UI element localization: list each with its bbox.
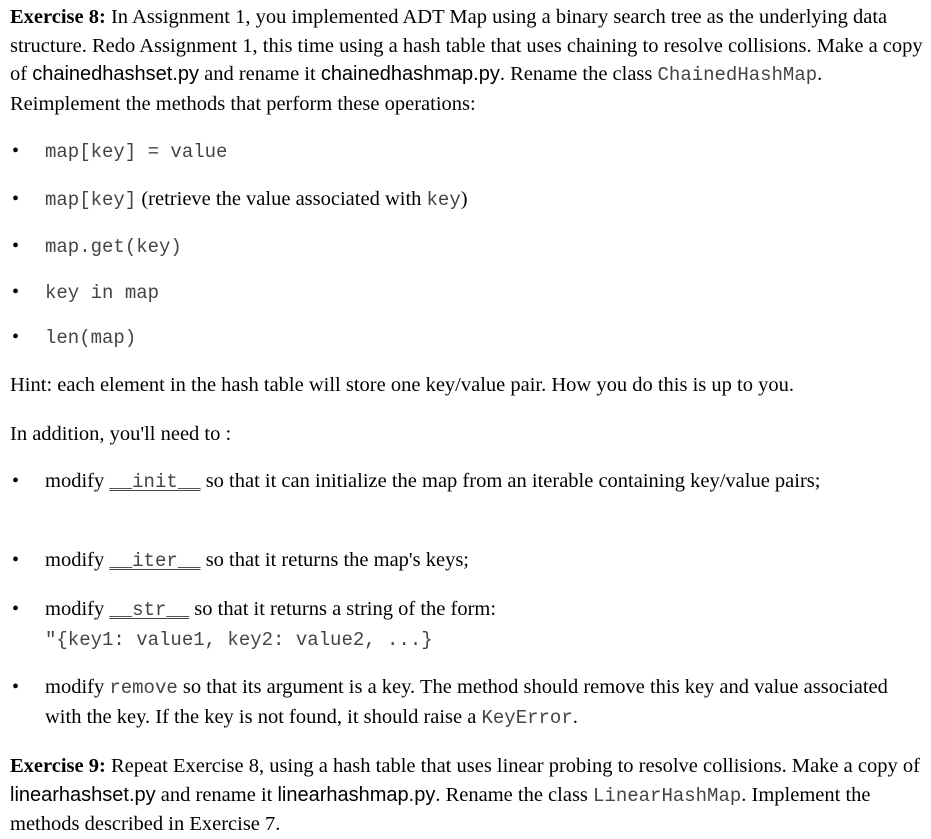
mod-pre: modify	[45, 676, 110, 698]
exercise-8-heading: Exercise 8:	[10, 6, 106, 28]
exercise-8-text-4: . Reimplement the methods that perform these operations:	[10, 63, 823, 115]
exercise-9-file-2: linearhashmap.py	[277, 783, 436, 806]
mod-code: remove	[109, 677, 178, 699]
exercise-9-class-name: LinearHashMap	[593, 784, 742, 807]
mod-code: __init__	[109, 471, 201, 493]
mod-pre: modify	[45, 470, 110, 492]
mod-post-2: .	[572, 705, 578, 728]
bullet-icon: •	[12, 281, 20, 303]
mod-code-2: KeyError	[481, 706, 573, 729]
exercise-8-file-1: chainedhashset.py	[32, 63, 199, 85]
mod-line-2: "{key1: value1, key2: value2, ...}	[45, 628, 433, 651]
bullet-icon: •	[12, 140, 20, 162]
op-code-2: key	[426, 189, 461, 211]
exercise-8-text-3: . Rename the class	[499, 63, 658, 85]
mod-post: so that its argument is a key. The method should remove this key and value associated with the key. If the key is not found, it should raise a	[45, 676, 888, 728]
mod-post: so that it returns the map's keys;	[200, 549, 470, 571]
bullet-icon: •	[12, 676, 20, 698]
mod-pre: modify	[45, 549, 110, 571]
op-code: key in map	[45, 282, 160, 304]
hint-paragraph: Hint: each element in the hash table will store one key/value pair. How you do this is up to you.	[10, 374, 794, 396]
bullet-icon: •	[12, 326, 20, 348]
exercise-9-text-3: . Rename the class	[435, 783, 594, 806]
op-code: len(map)	[45, 327, 137, 349]
bullet-icon: •	[12, 598, 20, 620]
op-text-2: )	[460, 188, 468, 210]
exercise-9-text-1: Repeat Exercise 8, using a hash table that uses linear probing to resolve collisions. Make a copy of	[105, 755, 920, 777]
op-code: map[key] = value	[45, 141, 228, 163]
mod-code: __str__	[109, 599, 190, 621]
op-code: map.get(key)	[45, 236, 182, 258]
bullet-icon: •	[12, 470, 20, 492]
bullet-icon: •	[12, 549, 20, 571]
bullet-icon: •	[12, 188, 20, 210]
mod-pre: modify	[45, 598, 110, 620]
exercise-8-file-2: chainedhashmap.py	[320, 63, 500, 85]
exercise-8-text-1: In Assignment 1, you implemented ADT Map using a binary search tree as the underlying data structure. Redo Assignment 1, this time using a hash table that uses chaining to resolve collisions. Make a copy of	[10, 6, 923, 85]
op-text: (retrieve the value associated with	[136, 188, 427, 210]
op-code: map[key]	[45, 189, 137, 211]
mod-code: __iter__	[109, 550, 201, 572]
exercise-9-paragraph	[10, 752, 925, 839]
bullet-icon: •	[12, 235, 20, 257]
mod-post: so that it can initialize the map from an iterable containing key/value pairs;	[200, 470, 821, 492]
exercise-8-text-2: and rename it	[199, 63, 321, 85]
exercise-9-heading: Exercise 9:	[10, 755, 106, 777]
exercise-9-file-1: linearhashset.py	[10, 783, 156, 806]
exercise-9-text-4: . Implement the methods described in Exercise 7.	[10, 783, 871, 835]
exercise-9-text-2: and rename it	[155, 783, 278, 806]
exercise-8-class-name: ChainedHashMap	[657, 64, 818, 86]
exercise-8-intro	[10, 3, 925, 118]
addition-paragraph: In addition, you'll need to :	[10, 423, 232, 445]
mod-post: so that it returns a string of the form:	[189, 598, 497, 620]
